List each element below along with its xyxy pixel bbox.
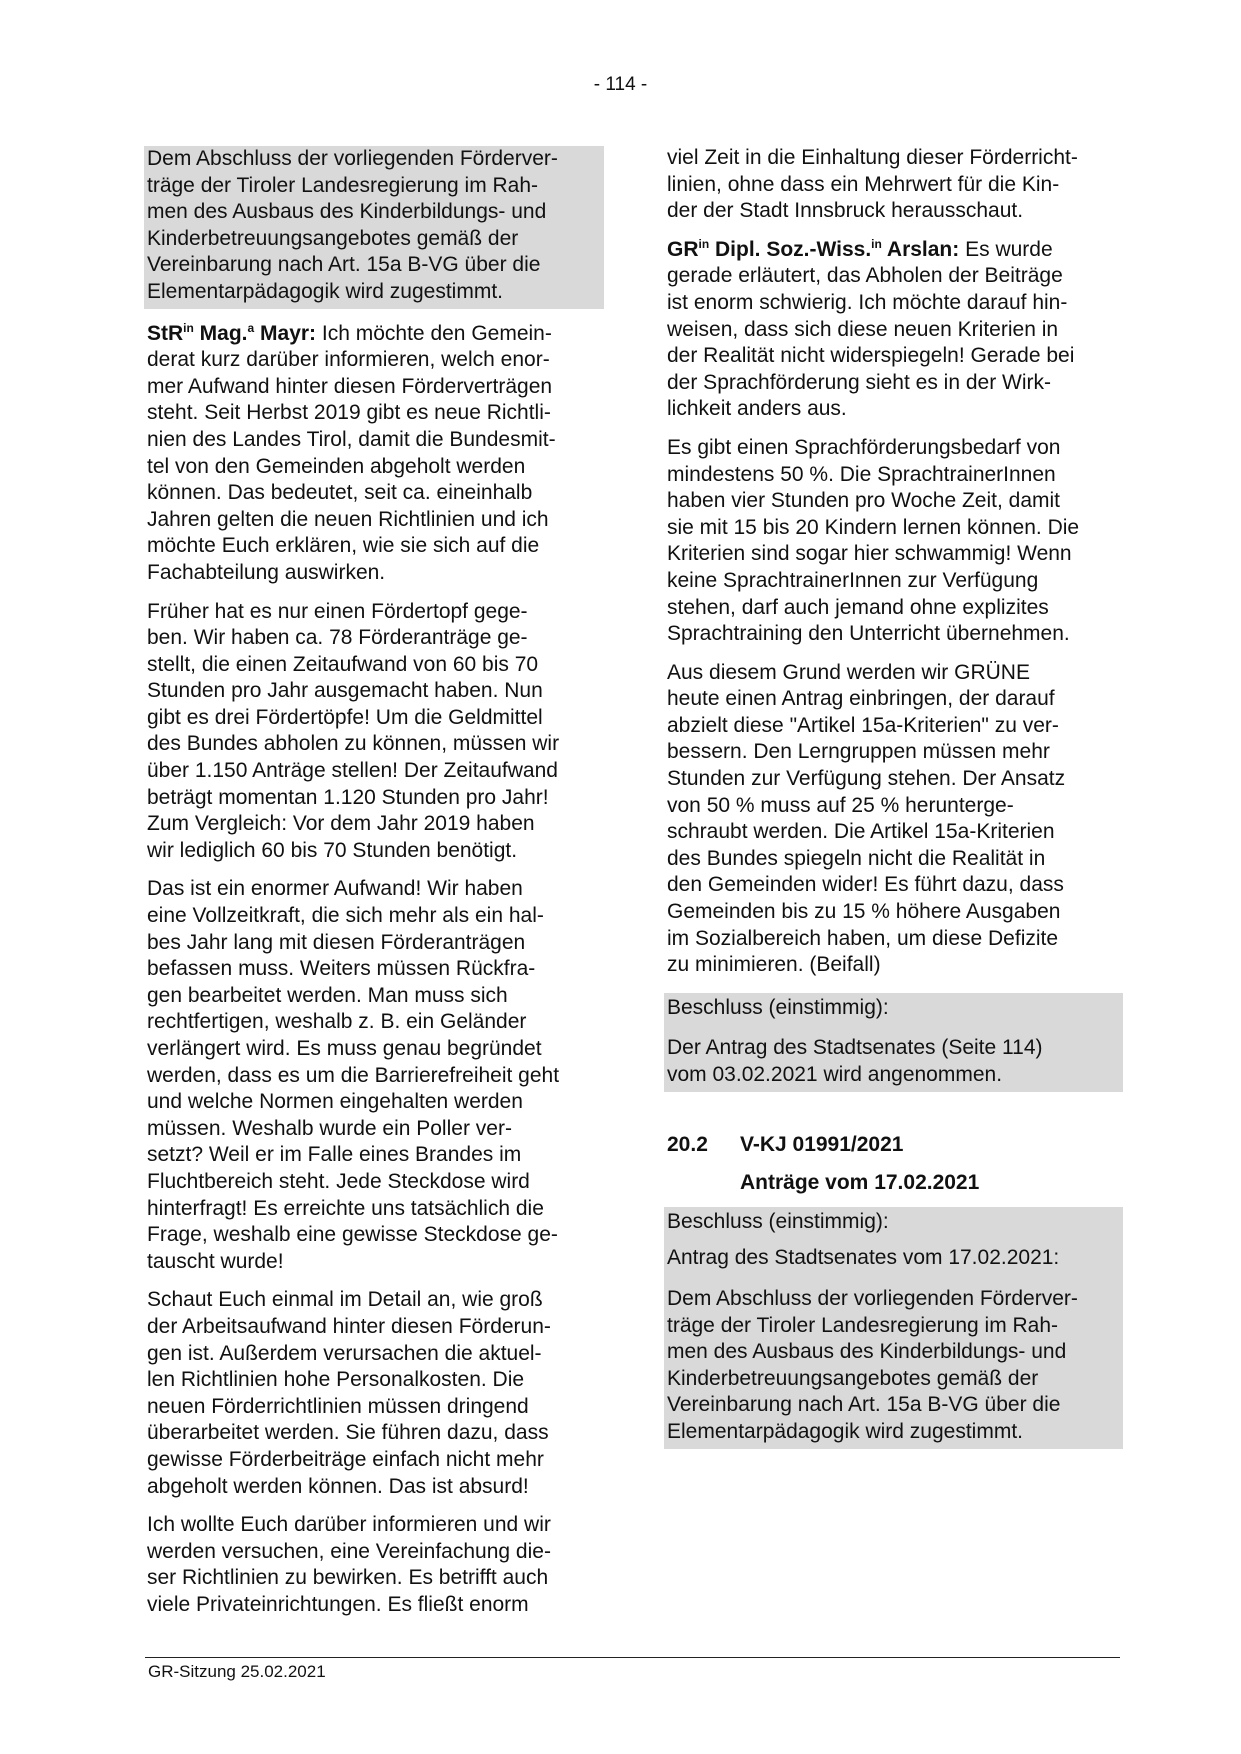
motion-label: Antrag des Stadtsenates vom 17.02.2021:: [664, 1243, 1123, 1280]
speaker-name: StR$^{in}$ Mag.$^a$ Mayr:: [147, 320, 317, 345]
decision-text: Dem Abschluss der vorliegenden Förderver- träge der Tiroler Landesregierung im Rah- men des Ausbaus des Kinderbildungs- und Kinderbetreuungsangebotes gemäß der Vereinbarung nach Art. 15a B-VG über die Elementarpädagogik wird zugestimmt.: [144, 146, 604, 309]
right-column: [667, 145, 1120, 1449]
speech-text: Ich möchte den Gemein- derat kurz darüber informieren, welch enor- mer Aufwand hinter diesen Förderverträgen steht. Seit Herbst 2019 gibt es neue Richtli- nien des Landes Tirol, damit die Bundesmit- tel von den Gemeinden abgeholt werden können. Das bedeutet, seit ca. eineinhalb Jahren gelten die neuen Richtlinien und ich möchte Euch erklären, wie sie sich auf die Fachabteilung auswirken.: [147, 321, 556, 584]
speaker-name: $GR^{in}$ Dipl. Soz.-Wiss.$^{in}$ Arslan:: [667, 236, 960, 261]
footer-divider: [145, 1657, 1120, 1658]
left-column: [147, 146, 601, 1630]
page-number: - 114 -: [593, 74, 648, 95]
decision-label: Beschluss (einstimmig):: [664, 1207, 1123, 1244]
section-heading: [667, 1132, 1120, 1197]
paragraph: Schaut Euch einmal im Detail an, wie groß der Arbeitsaufwand hinter diesen Förderun- gen ist. Außerdem verursachen die aktuel- len Richtlinien hohe Personalkosten. Die neuen Förderrichtlinien müssen dringend überarbeitet werden. Sie führen dazu, dass gewisse Förderbeiträge einfach nicht mehr abgeholt werden können. Das ist absurd!: [147, 1288, 551, 1498]
paragraph: Ich wollte Euch darüber informieren und wir werden versuchen, eine Vereinfachung die- ser Richtlinien zu bewirken. Es betrifft auch viele Privateinrichtungen. Es fließt enorm: [147, 1513, 551, 1616]
speaker-paragraph-arslan: [667, 237, 1120, 423]
decision-box: [667, 993, 1120, 1092]
section-title: Anträge vom 17.02.2021: [740, 1171, 980, 1195]
decision-label: Beschluss (einstimmig):: [664, 993, 1123, 1030]
section-number: 20.2: [667, 1132, 708, 1156]
section-code: V-KJ 01991/2021: [740, 1132, 904, 1156]
paragraph: Das ist ein enormer Aufwand! Wir haben eine Vollzeitkraft, die sich mehr als ein hal- bes Jahr lang mit diesen Förderanträgen befassen muss. Weiters müssen Rückfra- gen bearbeitet werden. Man muss sich rechtfertigen, weshalb z. B. ein Geländer verlängert wird. Es muss genau begründet werden, dass es um die Barrierefreiheit geht und welche Normen eingehalten werden müssen. Weshalb wurde ein Poller ver- setzt? Weil er im Falle eines Brandes im Fluchtbereich steht. Jede Steckdose wird hinterfragt! Es erreichte uns tatsächlich die Frage, weshalb eine gewisse Steckdose ge- tauscht wurde!: [147, 877, 560, 1273]
speech-text: Es wurde gerade erläutert, das Abholen der Beiträge ist enorm schwierig. Ich möchte darauf hin- weisen, dass sich diese neuen Kriterien in der Realität nicht widerspiegeln! Gerade bei der Sprachförderung sieht es in der Wirk- lichkeit anders aus.: [667, 237, 1075, 421]
decision-text: Dem Abschluss der vorliegenden Förderver- träge der Tiroler Landesregierung im Rah- men des Ausbaus des Kinderbildungs- und Kinderbetreuungsangebotes gemäß der Vereinbarung nach Art. 15a B-VG über die Elementarpädagogik wird zugestimmt.: [664, 1280, 1123, 1449]
paragraph: Früher hat es nur einen Fördertopf gege- ben. Wir haben ca. 78 Förderanträge ge- stellt, die einen Zeitaufwand von 60 bis 70 Stunden pro Jahr ausgemacht haben. Nun gibt es drei Fördertöpfe! Um die Geldmittel des Bundes abholen zu können, müssen wir über 1.150 Anträge stellen! Der Zeitaufwand beträgt momentan 1.120 Stunden pro Jahr! Zum Vergleich: Vor dem Jahr 2019 haben wir lediglich 60 bis 70 Stunden benötigt.: [147, 599, 560, 862]
decision-box: [667, 1207, 1120, 1449]
speaker-paragraph-mayr: [147, 321, 601, 587]
paragraph: Es gibt einen Sprachförderungsbedarf von mindestens 50 %. Die SprachtrainerInnen haben vier Stunden pro Woche Zeit, damit sie mit 15 bis 20 Kindern lernen können. Die Kriterien sind sogar hier schwammig! Wenn keine SprachtrainerInnen zur Verfügung stehen, darf auch jemand ohne explizites Sprachtraining den Unterricht übernehmen.: [667, 435, 1080, 646]
decision-text: Der Antrag des Stadtsenates (Seite 114) vom 03.02.2021 wird angenommen.: [664, 1029, 1123, 1091]
paragraph: Aus diesem Grund werden wir GRÜNE heute einen Antrag einbringen, der darauf abzielt diese "Artikel 15a-Kriterien" zu ver- bessern. Den Lerngruppen müssen mehr Stunden zur Verfügung stehen. Der Ansatz von 50 % muss auf 25 % herunterge- schraubt werden. Die Artikel 15a-Kriterien des Bundes spiegeln nicht die Realität in den Gemeinden wider! Es führt dazu, dass Gemeinden bis zu 15 % höhere Ausgaben im Sozialbereich haben, um diese Defizite zu minimieren. (Beifall): [667, 660, 1066, 977]
paragraph: viel Zeit in die Einhaltung dieser Förderricht- linien, ohne dass ein Mehrwert für die Kin- der der Stadt Innsbruck herausschaut.: [667, 146, 1078, 223]
footer-text: GR-Sitzung 25.02.2021: [148, 1662, 326, 1681]
